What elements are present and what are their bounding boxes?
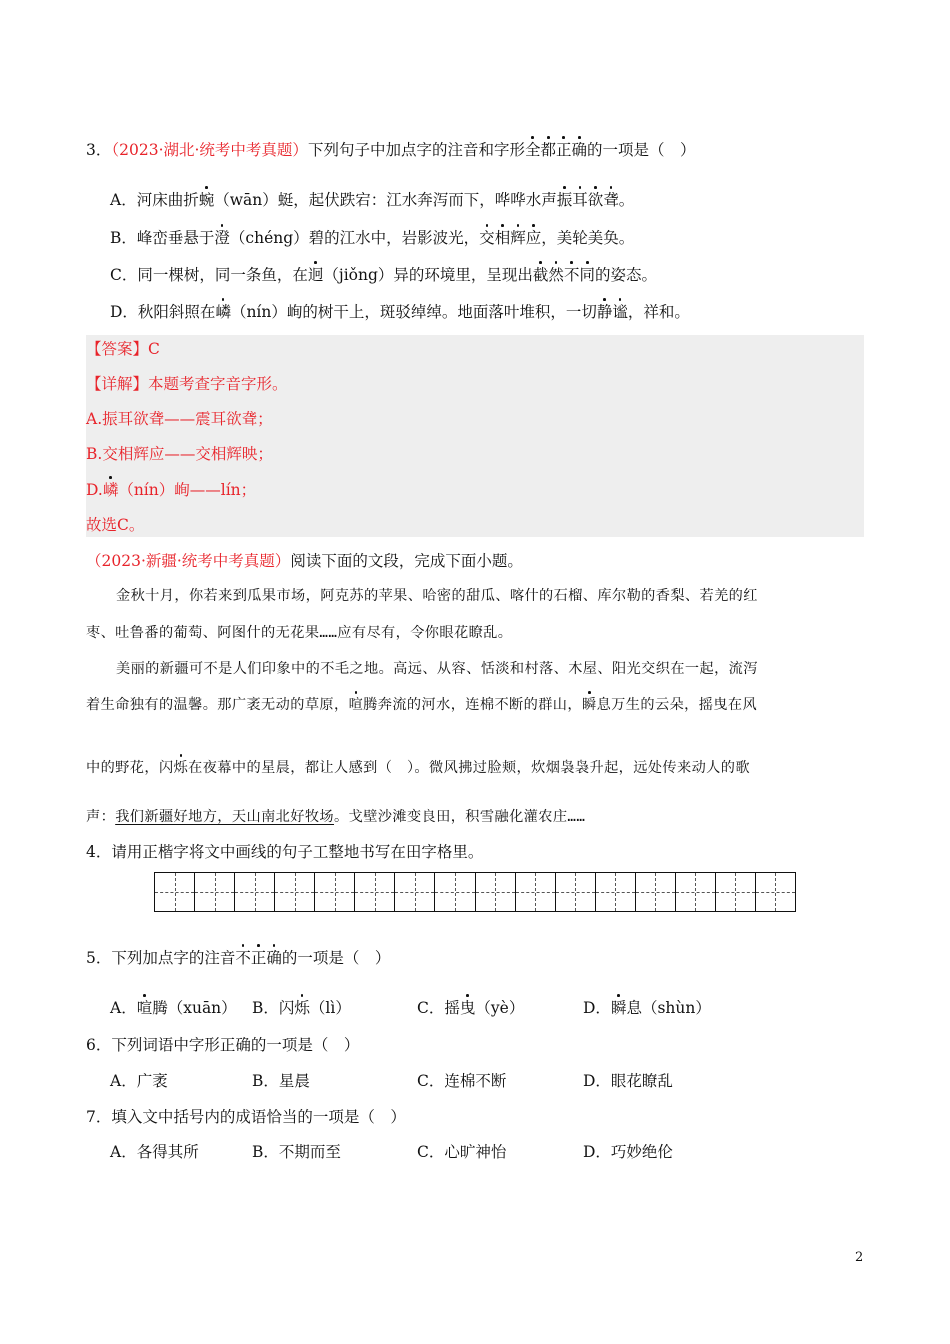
q5-option-b[interactable]: B．闪烁（lì） [252,999,351,1017]
q7-option-d[interactable]: D．巧妙绝伦 [583,1143,673,1161]
q7-option-c[interactable]: C．心旷神怡 [417,1143,507,1161]
grid-cell[interactable] [556,873,596,911]
emphasis-dot-char: 确 [266,949,282,967]
emphasis-dot-char: 正 [555,141,572,159]
passage-header: （2023·新疆·统考中考真题）阅读下面的文段，完成下面小题。 [86,552,523,570]
emphasis-dot-char: 全 [524,141,541,159]
emphasis-dot-char: 辉 [510,229,526,247]
tianzige-grid[interactable] [154,872,796,912]
answer-box [86,335,864,537]
passage-p1-line1: 金秋十月，你若来到瓜果市场，阿克苏的苹果、哈密的甜瓜、喀什的石榴、库尔勒的香梨、若羌的红 [116,588,758,604]
emphasis-dot-char: 相 [494,229,511,247]
passage-p2-line4: 声：我们新疆好地方，天山南北好牧场。戈壁沙滩变良田，积雪融化灌农庄…… [86,809,586,825]
q7-option-a[interactable]: A．各得其所 [110,1143,199,1161]
emphasis-dot-char: 不 [235,949,251,967]
detail-b: B.交相辉应——交相辉映； [86,445,273,463]
emphasis-dot-char: 截 [532,266,549,284]
emphasis-dot-char: 正 [250,949,267,967]
q3-option-a: A．河床曲折蜿（wān）蜓，起伏跌宕：江水奔泻而下，哗哗水声振耳欲聋。 [110,191,635,209]
emphasis-dot-char: 应 [525,229,542,247]
q6-option-a[interactable]: A．广袤 [110,1072,168,1090]
page-number: 2 [855,1250,864,1265]
grid-cell[interactable] [315,873,355,911]
emphasis-dot-char: 静 [596,303,613,321]
passage-p2-line1: 美丽的新疆可不是人们印象中的不毛之地。高远、从容、恬淡和村落、木屋、阳光交织在一起，流泻 [116,661,758,677]
grid-cell[interactable] [756,873,795,911]
q3-option-c: C．同一棵树，同一条鱼，在迥（jiǒng）异的环境里，呈现出截然不同的姿态。 [110,266,657,284]
emphasis-dot-char: 谧 [612,303,628,321]
emphasis-dot-char: 耳 [572,191,588,209]
underlined-sentence: 我们新疆好地方，天山南北好牧场 [115,809,335,825]
grid-cell[interactable] [155,873,195,911]
emphasis-dot-char: 确 [571,141,588,159]
q3-stem: 3．（2023·湖北·统考中考真题）下列句子中加点字的注音和字形全都正确的一项是（ ） [86,141,696,159]
grid-cell[interactable] [395,873,435,911]
q5-option-d[interactable]: D．瞬息（shùn） [583,999,711,1017]
grid-cell[interactable] [435,873,475,911]
q5-option-a[interactable]: A．喧腾（xuān） [110,999,237,1017]
conclusion: 故选C。 [86,516,145,534]
detail-d: D.嶙（nín）峋——lín； [86,481,257,499]
passage-p2-line2: 着生命独有的温馨。那广袤无动的草原，喧腾奔流的河水，连棉不断的群山，瞬息万生的云朵，摇曳在风 [86,694,757,716]
emphasis-dot-char: 然 [548,266,564,284]
emphasis-dot-char: 聋 [603,191,619,209]
passage-source: （2023·新疆·统考中考真题） [86,552,291,570]
q5-option-c[interactable]: C．摇曳（yè） [417,999,525,1017]
emphasis-dot-char: 欲 [587,191,604,209]
q7-option-b[interactable]: B．不期而至 [252,1143,341,1161]
emphasis-dot-char: 都 [540,141,556,159]
grid-cell[interactable] [275,873,315,911]
answer-line: 【答案】C [86,340,160,358]
grid-cell[interactable] [195,873,235,911]
q3-number: 3． [86,141,112,159]
grid-cell[interactable] [235,873,275,911]
grid-cell[interactable] [676,873,716,911]
q6-option-c[interactable]: C．连棉不断 [417,1072,507,1090]
emphasis-dot-char: 振 [556,191,573,209]
emphasis-dot-char: 交 [479,229,495,247]
q3-source: （2023·湖北·统考中考真题） [111,141,308,159]
detail-line: 【详解】本题考查字音字形。 [86,375,288,393]
q5-stem: 5．下列加点字的注音不正确的一项是（ ） [86,949,391,967]
q6-option-b[interactable]: B．星晨 [252,1072,310,1090]
q3-dotted-phrase [525,141,587,159]
passage-p2-line3: 中的野花，闪烁在夜幕中的星晨，都让人感到（ ）。微风拂过脸颊，炊烟袅袅升起，远处传来动人的歌 [86,757,750,779]
grid-cell[interactable] [476,873,516,911]
grid-cell[interactable] [636,873,676,911]
q6-option-d[interactable]: D．眼花瞭乱 [583,1072,673,1090]
q3-option-d: D．秋阳斜照在嶙（nín）峋的树干上，斑驳绰绰。地面落叶堆积，一切静谧，祥和。 [110,303,690,321]
grid-cell[interactable] [716,873,756,911]
grid-cell[interactable] [355,873,395,911]
emphasis-dot-char: 不 [563,266,580,284]
grid-cell[interactable] [516,873,556,911]
q6-stem: 6．下列词语中字形正确的一项是（ ） [86,1036,360,1054]
detail-a: A.振耳欲聋——震耳欲聋； [86,410,273,428]
emphasis-dot-char: 同 [579,266,595,284]
passage-p1-line2: 枣、吐鲁番的葡萄、阿图什的无花果……应有尽有，令你眼花瞭乱。 [86,625,513,641]
q4-stem: 4．请用正楷字将文中画线的句子工整地书写在田字格里。 [86,843,484,861]
grid-cell[interactable] [596,873,636,911]
q3-option-b: B．峰峦垂悬于澄（chéng）碧的江水中，岩影波光，交相辉应，美轮美奂。 [110,229,635,247]
q7-stem: 7．填入文中括号内的成语恰当的一项是（ ） [86,1108,406,1126]
